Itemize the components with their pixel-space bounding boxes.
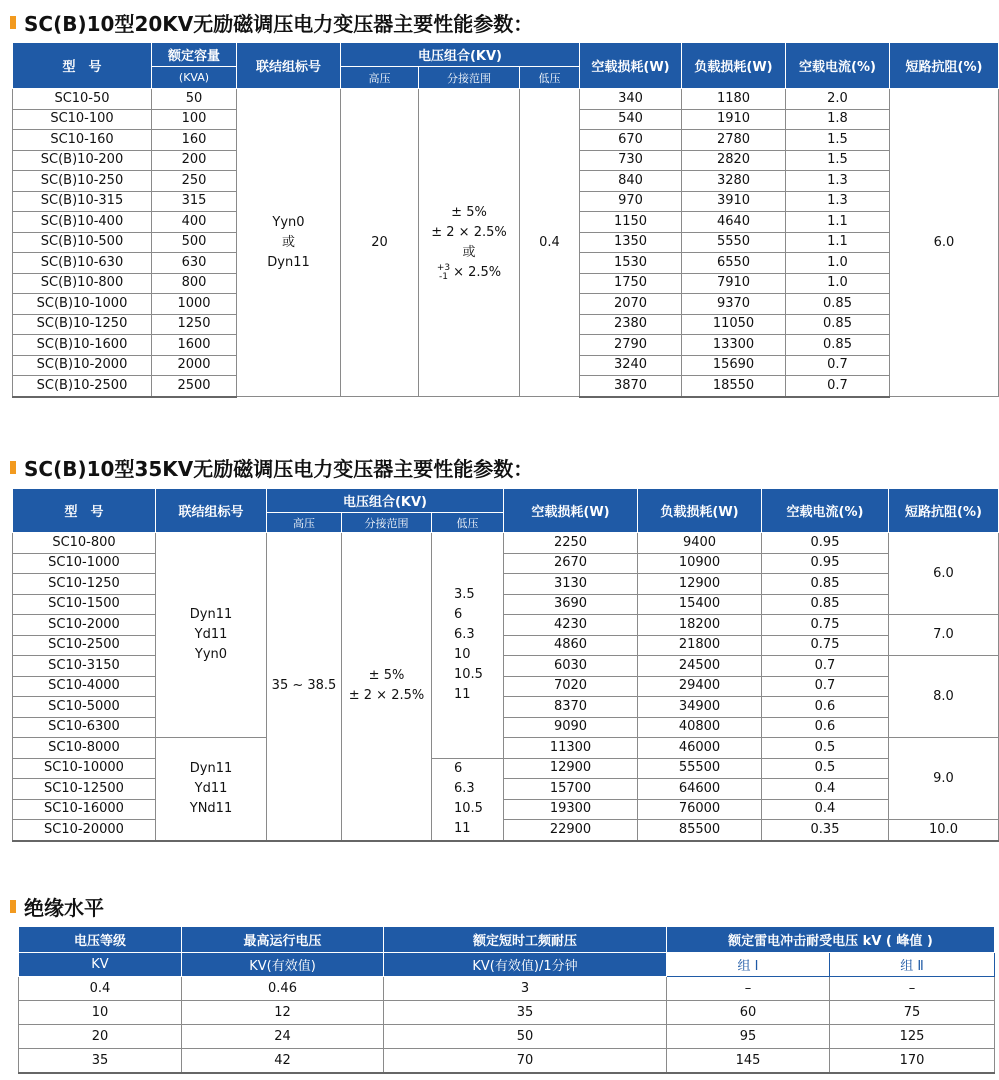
cell-line: Yd11 bbox=[194, 627, 228, 642]
cell-current: 0.95 bbox=[762, 553, 889, 574]
cell-group bbox=[237, 89, 341, 397]
cell-model: SC10-160 bbox=[13, 130, 152, 151]
cell-model: SC10-10000 bbox=[13, 758, 156, 779]
cell-group2: 125 bbox=[830, 1025, 995, 1049]
cell-noload: 730 bbox=[580, 150, 682, 171]
header-group2: 组 Ⅱ bbox=[830, 953, 995, 977]
cell-model: SC(B)10-1000 bbox=[13, 294, 152, 315]
cell-lv: 0.4 bbox=[520, 89, 580, 397]
cell-load: 4640 bbox=[682, 212, 786, 233]
cell-load: 6550 bbox=[682, 253, 786, 274]
cell-line: 10.5 bbox=[454, 801, 483, 816]
cell-load: 46000 bbox=[638, 738, 762, 759]
cell-line: ± 2 × 2.5% bbox=[348, 688, 425, 704]
cell-model: SC10-4000 bbox=[13, 676, 156, 697]
cell-short: 50 bbox=[384, 1025, 667, 1049]
header-group1: 组 Ⅰ bbox=[667, 953, 830, 977]
header-lv: 低压 bbox=[520, 67, 580, 89]
cell-group2: – bbox=[830, 977, 995, 1001]
cell-current: 1.1 bbox=[786, 232, 890, 253]
cell-line: 或 bbox=[281, 234, 295, 250]
cell-max: 24 bbox=[182, 1025, 384, 1049]
header-impedance: 短路抗阻(%) bbox=[889, 489, 999, 533]
cell-current: 0.85 bbox=[786, 294, 890, 315]
cell-current: 0.85 bbox=[762, 594, 889, 615]
cell-load: 2780 bbox=[682, 130, 786, 151]
bullet-icon bbox=[10, 461, 16, 474]
cell-noload: 670 bbox=[580, 130, 682, 151]
cell-load: 76000 bbox=[638, 799, 762, 820]
bullet-icon bbox=[10, 16, 16, 29]
table-row bbox=[13, 533, 999, 554]
cell-load: 21800 bbox=[638, 635, 762, 656]
cell-line: Yyn0 bbox=[272, 214, 305, 230]
cell-load: 15400 bbox=[638, 594, 762, 615]
cell-load: 18550 bbox=[682, 376, 786, 397]
cell-model: SC(B)10-500 bbox=[13, 232, 152, 253]
header-hv: 高压 bbox=[341, 67, 419, 89]
cell-load: 5550 bbox=[682, 232, 786, 253]
cell-model: SC(B)10-630 bbox=[13, 253, 152, 274]
table-row bbox=[19, 1049, 995, 1074]
cell-max: 0.46 bbox=[182, 977, 384, 1001]
cell-max: 42 bbox=[182, 1049, 384, 1074]
cell-load: 9400 bbox=[638, 533, 762, 554]
cell-line: 或 bbox=[462, 244, 476, 260]
cell-load: 3280 bbox=[682, 171, 786, 192]
section2-title: SC(B)10型35KV无励磁调压电力变压器主要性能参数： bbox=[10, 453, 533, 482]
header-voltage: 电压组合(KV) bbox=[267, 489, 504, 513]
cell-current: 0.4 bbox=[762, 779, 889, 800]
cell-level: 35 bbox=[19, 1049, 182, 1074]
header-tap: 分接范围 bbox=[342, 513, 432, 533]
header-load: 负载损耗(W) bbox=[638, 489, 762, 533]
cell-noload: 3870 bbox=[580, 376, 682, 397]
cell-capacity: 50 bbox=[152, 89, 237, 110]
cell-line: YNd11 bbox=[189, 800, 233, 816]
cell-group1: 60 bbox=[667, 1001, 830, 1025]
cell-current: 0.5 bbox=[762, 758, 889, 779]
cell-capacity: 1000 bbox=[152, 294, 237, 315]
superscript-line: -1 bbox=[438, 271, 448, 282]
cell-hv: 20 bbox=[341, 89, 419, 397]
cell-current: 1.0 bbox=[786, 273, 890, 294]
cell-current: 0.7 bbox=[786, 355, 890, 376]
cell-load: 11050 bbox=[682, 314, 786, 335]
cell-model: SC10-100 bbox=[13, 109, 152, 130]
table-35kv bbox=[12, 488, 999, 842]
cell-capacity: 400 bbox=[152, 212, 237, 233]
cell-load: 18200 bbox=[638, 615, 762, 636]
cell-capacity: 1600 bbox=[152, 335, 237, 356]
cell-noload: 1530 bbox=[580, 253, 682, 274]
cell-current: 0.6 bbox=[762, 717, 889, 738]
table-row bbox=[13, 738, 999, 759]
header-short-unit: KV(有效值)/1分钟 bbox=[384, 953, 667, 977]
header-capacity-unit: (KVA) bbox=[152, 67, 237, 89]
header-noload: 空载损耗(W) bbox=[580, 43, 682, 89]
header-impulse: 额定雷电冲击耐受电压 kV ( 峰值 ) bbox=[667, 927, 995, 953]
header-max: 最高运行电压 bbox=[182, 927, 384, 953]
cell-line: Yd11 bbox=[194, 780, 228, 796]
cell-current: 1.8 bbox=[786, 109, 890, 130]
cell-short: 35 bbox=[384, 1001, 667, 1025]
cell-line: 6.3 bbox=[454, 627, 475, 643]
cell-noload: 19300 bbox=[504, 799, 638, 820]
cell-current: 0.6 bbox=[762, 697, 889, 718]
cell-group bbox=[156, 533, 267, 738]
cell-model: SC10-50 bbox=[13, 89, 152, 110]
cell-current: 0.7 bbox=[762, 656, 889, 677]
table-20kv bbox=[12, 42, 999, 398]
cell-current: 0.85 bbox=[762, 574, 889, 595]
cell-line: 6 bbox=[454, 761, 463, 776]
cell-line: ± 5% bbox=[368, 668, 405, 684]
cell-model: SC(B)10-315 bbox=[13, 191, 152, 212]
cell-load: 55500 bbox=[638, 758, 762, 779]
tap-multiplier: × 2.5% bbox=[453, 264, 502, 280]
cell-current: 1.0 bbox=[786, 253, 890, 274]
header-hv: 高压 bbox=[267, 513, 342, 533]
cell-load: 64600 bbox=[638, 779, 762, 800]
cell-line: 3.5 bbox=[454, 587, 475, 603]
cell-current: 0.7 bbox=[762, 676, 889, 697]
cell-noload: 2670 bbox=[504, 553, 638, 574]
cell-noload: 4230 bbox=[504, 615, 638, 636]
cell-noload: 2250 bbox=[504, 533, 638, 554]
cell-current: 1.5 bbox=[786, 130, 890, 151]
cell-current: 0.7 bbox=[786, 376, 890, 397]
cell-capacity: 630 bbox=[152, 253, 237, 274]
cell-current: 1.3 bbox=[786, 171, 890, 192]
cell-capacity: 100 bbox=[152, 109, 237, 130]
cell-noload: 7020 bbox=[504, 676, 638, 697]
header-current: 空载电流(%) bbox=[786, 43, 890, 89]
cell-current: 0.4 bbox=[762, 799, 889, 820]
cell-line: 10 bbox=[454, 647, 471, 663]
cell-impedance: 6.0 bbox=[889, 533, 999, 615]
cell-model: SC(B)10-400 bbox=[13, 212, 152, 233]
header-max-unit: KV(有效值) bbox=[182, 953, 384, 977]
cell-line: ± 5% bbox=[451, 204, 487, 220]
header-tap: 分接范围 bbox=[419, 67, 520, 89]
cell-noload: 1150 bbox=[580, 212, 682, 233]
cell-model: SC10-1250 bbox=[13, 574, 156, 595]
cell-noload: 3240 bbox=[580, 355, 682, 376]
header-voltage: 电压组合(KV) bbox=[341, 43, 580, 67]
cell-model: SC10-16000 bbox=[13, 799, 156, 820]
cell-level: 20 bbox=[19, 1025, 182, 1049]
cell-noload: 9090 bbox=[504, 717, 638, 738]
cell-line: 11 bbox=[454, 687, 471, 703]
cell-load: 10900 bbox=[638, 553, 762, 574]
cell-noload: 2380 bbox=[580, 314, 682, 335]
cell-capacity: 500 bbox=[152, 232, 237, 253]
cell-current: 2.0 bbox=[786, 89, 890, 110]
table-insulation bbox=[18, 926, 995, 1074]
cell-model: SC10-1000 bbox=[13, 553, 156, 574]
cell-capacity: 2000 bbox=[152, 355, 237, 376]
cell-impedance: 8.0 bbox=[889, 656, 999, 738]
header-capacity: 额定容量 bbox=[152, 43, 237, 67]
cell-impedance: 9.0 bbox=[889, 738, 999, 820]
cell-group1: – bbox=[667, 977, 830, 1001]
cell-group1: 145 bbox=[667, 1049, 830, 1074]
cell-model: SC10-20000 bbox=[13, 820, 156, 841]
cell-load: 15690 bbox=[682, 355, 786, 376]
cell-level: 10 bbox=[19, 1001, 182, 1025]
cell-noload: 3130 bbox=[504, 574, 638, 595]
table-row bbox=[19, 1001, 995, 1025]
cell-load: 34900 bbox=[638, 697, 762, 718]
cell-current: 0.75 bbox=[762, 635, 889, 656]
cell-impedance: 6.0 bbox=[890, 89, 999, 397]
cell-current: 1.5 bbox=[786, 150, 890, 171]
section3-title: 绝缘水平 bbox=[10, 892, 104, 921]
superscript-line: +3 bbox=[436, 262, 451, 273]
cell-noload: 15700 bbox=[504, 779, 638, 800]
cell-model: SC(B)10-1250 bbox=[13, 314, 152, 335]
cell-model: SC(B)10-1600 bbox=[13, 335, 152, 356]
cell-impedance: 7.0 bbox=[889, 615, 999, 656]
cell-tap bbox=[342, 533, 432, 841]
cell-load: 9370 bbox=[682, 294, 786, 315]
cell-load: 1910 bbox=[682, 109, 786, 130]
cell-capacity: 315 bbox=[152, 191, 237, 212]
cell-load: 3910 bbox=[682, 191, 786, 212]
cell-level: 0.4 bbox=[19, 977, 182, 1001]
cell-capacity: 200 bbox=[152, 150, 237, 171]
table-row bbox=[19, 977, 995, 1001]
cell-model: SC10-2000 bbox=[13, 615, 156, 636]
cell-noload: 2790 bbox=[580, 335, 682, 356]
header-group: 联结组标号 bbox=[156, 489, 267, 533]
cell-capacity: 800 bbox=[152, 273, 237, 294]
cell-tap bbox=[419, 89, 520, 397]
cell-load: 2820 bbox=[682, 150, 786, 171]
header-short: 额定短时工频耐压 bbox=[384, 927, 667, 953]
cell-line: 6 bbox=[454, 607, 463, 623]
cell-model: SC10-3150 bbox=[13, 656, 156, 677]
header-current: 空载电流(%) bbox=[762, 489, 889, 533]
cell-line: 11 bbox=[454, 821, 471, 836]
cell-line: Dyn11 bbox=[267, 254, 310, 270]
cell-group2: 170 bbox=[830, 1049, 995, 1074]
cell-capacity: 160 bbox=[152, 130, 237, 151]
header-model: 型 号 bbox=[13, 489, 156, 533]
cell-current: 0.5 bbox=[762, 738, 889, 759]
table-row bbox=[13, 89, 999, 110]
cell-line: Yyn0 bbox=[194, 647, 228, 662]
cell-load: 24500 bbox=[638, 656, 762, 677]
cell-noload: 840 bbox=[580, 171, 682, 192]
cell-noload: 1350 bbox=[580, 232, 682, 253]
header-model: 型 号 bbox=[13, 43, 152, 89]
cell-capacity: 250 bbox=[152, 171, 237, 192]
cell-line: 6.3 bbox=[454, 781, 475, 796]
cell-noload: 970 bbox=[580, 191, 682, 212]
cell-noload: 8370 bbox=[504, 697, 638, 718]
cell-short: 3 bbox=[384, 977, 667, 1001]
cell-current: 0.95 bbox=[762, 533, 889, 554]
cell-load: 40800 bbox=[638, 717, 762, 738]
header-noload: 空载损耗(W) bbox=[504, 489, 638, 533]
cell-noload: 12900 bbox=[504, 758, 638, 779]
cell-current: 0.85 bbox=[786, 314, 890, 335]
tap-superscript bbox=[437, 264, 450, 282]
cell-noload: 11300 bbox=[504, 738, 638, 759]
cell-noload: 1750 bbox=[580, 273, 682, 294]
cell-current: 0.75 bbox=[762, 615, 889, 636]
table-row bbox=[19, 1025, 995, 1049]
cell-current: 0.85 bbox=[786, 335, 890, 356]
cell-capacity: 2500 bbox=[152, 376, 237, 397]
cell-lv bbox=[432, 758, 504, 841]
cell-line: ± 2 × 2.5% bbox=[431, 224, 507, 240]
cell-noload: 3690 bbox=[504, 594, 638, 615]
cell-noload: 340 bbox=[580, 89, 682, 110]
cell-noload: 2070 bbox=[580, 294, 682, 315]
cell-model: SC10-2500 bbox=[13, 635, 156, 656]
cell-load: 85500 bbox=[638, 820, 762, 841]
cell-model: SC(B)10-2000 bbox=[13, 355, 152, 376]
cell-short: 70 bbox=[384, 1049, 667, 1074]
cell-current: 0.35 bbox=[762, 820, 889, 841]
cell-load: 7910 bbox=[682, 273, 786, 294]
cell-model: SC10-5000 bbox=[13, 697, 156, 718]
cell-model: SC10-8000 bbox=[13, 738, 156, 759]
cell-model: SC10-6300 bbox=[13, 717, 156, 738]
cell-line: 10.5 bbox=[454, 667, 483, 683]
cell-model: SC(B)10-2500 bbox=[13, 376, 152, 397]
cell-noload: 22900 bbox=[504, 820, 638, 841]
cell-line bbox=[419, 263, 519, 283]
cell-group2: 75 bbox=[830, 1001, 995, 1025]
header-lv: 低压 bbox=[432, 513, 504, 533]
cell-line: Dyn11 bbox=[189, 607, 233, 622]
cell-capacity: 1250 bbox=[152, 314, 237, 335]
cell-noload: 4860 bbox=[504, 635, 638, 656]
cell-current: 1.3 bbox=[786, 191, 890, 212]
cell-noload: 6030 bbox=[504, 656, 638, 677]
cell-current: 1.1 bbox=[786, 212, 890, 233]
cell-model: SC(B)10-250 bbox=[13, 171, 152, 192]
cell-model: SC10-1500 bbox=[13, 594, 156, 615]
cell-hv: 35 ~ 38.5 bbox=[267, 533, 342, 841]
cell-model: SC(B)10-800 bbox=[13, 273, 152, 294]
header-level-unit: KV bbox=[19, 953, 182, 977]
cell-group1: 95 bbox=[667, 1025, 830, 1049]
cell-load: 1180 bbox=[682, 89, 786, 110]
header-group: 联结组标号 bbox=[237, 43, 341, 89]
section1-title: SC(B)10型20KV无励磁调压电力变压器主要性能参数： bbox=[10, 8, 533, 37]
cell-model: SC10-12500 bbox=[13, 779, 156, 800]
cell-noload: 540 bbox=[580, 109, 682, 130]
cell-model: SC10-800 bbox=[13, 533, 156, 554]
header-load: 负载损耗(W) bbox=[682, 43, 786, 89]
cell-impedance: 10.0 bbox=[889, 820, 999, 841]
header-level: 电压等级 bbox=[19, 927, 182, 953]
cell-line: Dyn11 bbox=[189, 760, 233, 776]
cell-group bbox=[156, 738, 267, 841]
cell-model: SC(B)10-200 bbox=[13, 150, 152, 171]
cell-lv bbox=[432, 533, 504, 759]
cell-load: 12900 bbox=[638, 574, 762, 595]
cell-max: 12 bbox=[182, 1001, 384, 1025]
cell-load: 29400 bbox=[638, 676, 762, 697]
bullet-icon bbox=[10, 900, 16, 913]
cell-load: 13300 bbox=[682, 335, 786, 356]
header-impedance: 短路抗阻(%) bbox=[890, 43, 999, 89]
